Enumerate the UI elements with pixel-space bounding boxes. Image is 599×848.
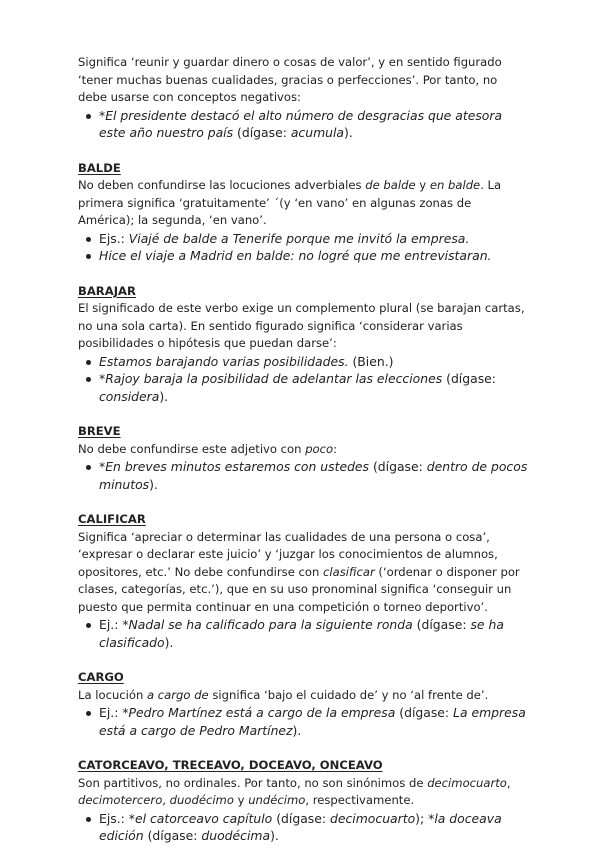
example-item xyxy=(99,616,528,651)
italic-run: La empresa está a cargo de Pedro Martínez xyxy=(99,705,526,738)
entry-examples xyxy=(78,704,528,739)
entry-heading: CARGO xyxy=(78,670,124,684)
italic-run: dentro de pocos minutos xyxy=(99,459,528,492)
intro-section xyxy=(78,54,528,142)
example-item xyxy=(99,704,528,739)
italic-run: clasificar xyxy=(323,564,375,579)
text-run: (‘ordenar o disponer por clases, categorías, etc.’), que en su uso pronominal significa ‘conseguir un puesto que permita continuar en una competición o torneo deportivo’. xyxy=(78,564,520,614)
text-run: y xyxy=(415,178,430,192)
text-run: Significa ‘reunir y guardar dinero o cosas de valor’, y en sentido figurado ‘tener muchas buenas cualidades, gracias o perfecciones’. Por tanto, no debe usarse con conceptos negativos: xyxy=(78,55,502,104)
italic-run: duodécima xyxy=(201,828,271,843)
text-run: ). xyxy=(292,722,302,738)
entry-examples xyxy=(78,458,528,493)
text-run: (dígase: xyxy=(272,810,330,826)
intro-paragraph xyxy=(78,54,528,107)
italic-run: *En breves minutos estaremos con ustedes xyxy=(99,459,370,474)
text-run: (dígase: xyxy=(395,705,454,720)
entry-examples xyxy=(78,353,528,406)
example-item xyxy=(99,370,528,405)
italic-run: *la doceava edición xyxy=(99,810,502,843)
italic-run: *el catorceavo capítulo xyxy=(128,810,273,826)
text-run: , xyxy=(162,793,170,807)
entry-paragraph xyxy=(78,300,528,353)
text-run: ). xyxy=(149,476,158,492)
italic-run: *Rajoy baraja la posibilidad de adelantar las elecciones xyxy=(99,371,443,386)
example-item xyxy=(99,247,528,265)
intro-examples xyxy=(78,107,528,142)
text-run: El significado de este verbo exige un complemento plural (se barajan cartas, no una sola carta). En sentido figurado significa ‘considerar varias posibilidades o hipótesis que puedan darse’: xyxy=(78,301,525,350)
entry-heading: CATORCEAVO, TRECEAVO, DOCEAVO, ONCEAVO xyxy=(78,758,383,772)
entry-catorceavo xyxy=(78,757,528,845)
text-run: ). xyxy=(270,828,279,843)
example-item xyxy=(99,230,528,248)
entry-breve xyxy=(78,423,528,493)
text-run: Significa ‘apreciar o determinar las cualidades de una persona o cosa’, ‘expresar o declarar este juicio’ y ‘juzgar los conocimientos de alumnos, opositores, etc.’ No debe confundirse con xyxy=(78,529,498,579)
italic-run: poco xyxy=(305,441,334,456)
italic-run: decimotercero xyxy=(78,793,163,807)
text-run: Ej.: xyxy=(99,705,123,720)
entry-examples xyxy=(78,230,528,265)
italic-run: *Pedro Martínez está a cargo de la empresa xyxy=(122,705,396,720)
entry-heading: BALDE xyxy=(78,160,121,175)
entry-heading: BARAJAR xyxy=(78,283,136,298)
text-run: (dígase: xyxy=(369,459,427,474)
italic-run: a cargo de xyxy=(147,687,209,702)
text-run: ); xyxy=(415,810,429,826)
text-run: La locución xyxy=(78,687,148,702)
italic-run: en balde xyxy=(429,178,481,192)
text-run: (dígase: xyxy=(233,125,291,140)
italic-run: *Nadal se ha calificado para la siguiente ronda xyxy=(122,617,413,632)
text-run: (dígase: xyxy=(442,371,496,386)
italic-run: decimocuarto xyxy=(329,810,416,826)
example-item xyxy=(99,353,528,371)
italic-run: Hice el viaje a Madrid en balde: no logré que me entrevistaran. xyxy=(99,248,492,263)
text-run: y xyxy=(233,793,249,807)
entry-paragraph xyxy=(78,687,528,705)
text-run: ). xyxy=(164,634,174,650)
italic-run: Viajé de balde a Tenerife porque me invitó la empresa. xyxy=(128,230,470,246)
example-item xyxy=(99,458,528,493)
italic-run: considera xyxy=(99,388,160,404)
italic-run: de balde xyxy=(365,178,416,192)
italic-run: acumula xyxy=(290,125,345,140)
italic-run: duodécimo xyxy=(169,793,234,807)
example-item xyxy=(99,107,528,142)
italic-run: decimocuarto xyxy=(427,775,507,790)
text-run: Son partitivos, no ordinales. Por tanto, no son sinónimos de xyxy=(78,775,428,790)
text-run: (Bien.) xyxy=(348,353,394,369)
entry-balde xyxy=(78,160,528,265)
document-page xyxy=(78,54,528,845)
text-run: significa ‘bajo el cuidado de’ y no ‘al frente de’. xyxy=(208,687,489,702)
text-run: Ejs.: xyxy=(99,810,129,826)
text-run: , xyxy=(506,775,511,790)
italic-run: undécimo xyxy=(248,793,306,807)
entry-calificar xyxy=(78,511,528,651)
entry-barajar xyxy=(78,283,528,406)
entry-paragraph xyxy=(78,441,528,459)
entry-examples xyxy=(78,810,528,845)
text-run: Ejs.: xyxy=(99,230,129,246)
entry-heading: BREVE xyxy=(78,424,121,438)
entry-paragraph xyxy=(78,177,528,230)
entry-cargo xyxy=(78,669,528,739)
text-run: : xyxy=(333,441,338,456)
italic-run: se ha clasificado xyxy=(99,617,504,650)
italic-run: *El presidente destacó el alto número de desgracias que atesora este año nuestro país xyxy=(99,107,503,140)
entry-paragraph xyxy=(78,775,528,810)
example-item xyxy=(99,810,528,845)
italic-run: Estamos barajando varias posibilidades. xyxy=(99,353,349,369)
text-run: ). xyxy=(344,125,353,140)
text-run: ). xyxy=(159,388,169,404)
text-run: (dígase: xyxy=(143,828,202,843)
entry-examples xyxy=(78,616,528,651)
entry-heading: CALIFICAR xyxy=(78,512,146,526)
text-run: . La primera significa ‘gratuitamente’ ´(y ‘en vano’ en algunas zonas de América); la segunda, ‘en vano’. xyxy=(78,178,502,227)
text-run: No deben confundirse las locuciones adverbiales xyxy=(78,178,366,192)
text-run: (dígase: xyxy=(412,617,471,632)
text-run: No debe confundirse este adjetivo con xyxy=(78,441,306,456)
entry-paragraph xyxy=(78,529,528,617)
text-run: Ej.: xyxy=(99,617,123,632)
text-run: , respectivamente. xyxy=(305,793,415,807)
